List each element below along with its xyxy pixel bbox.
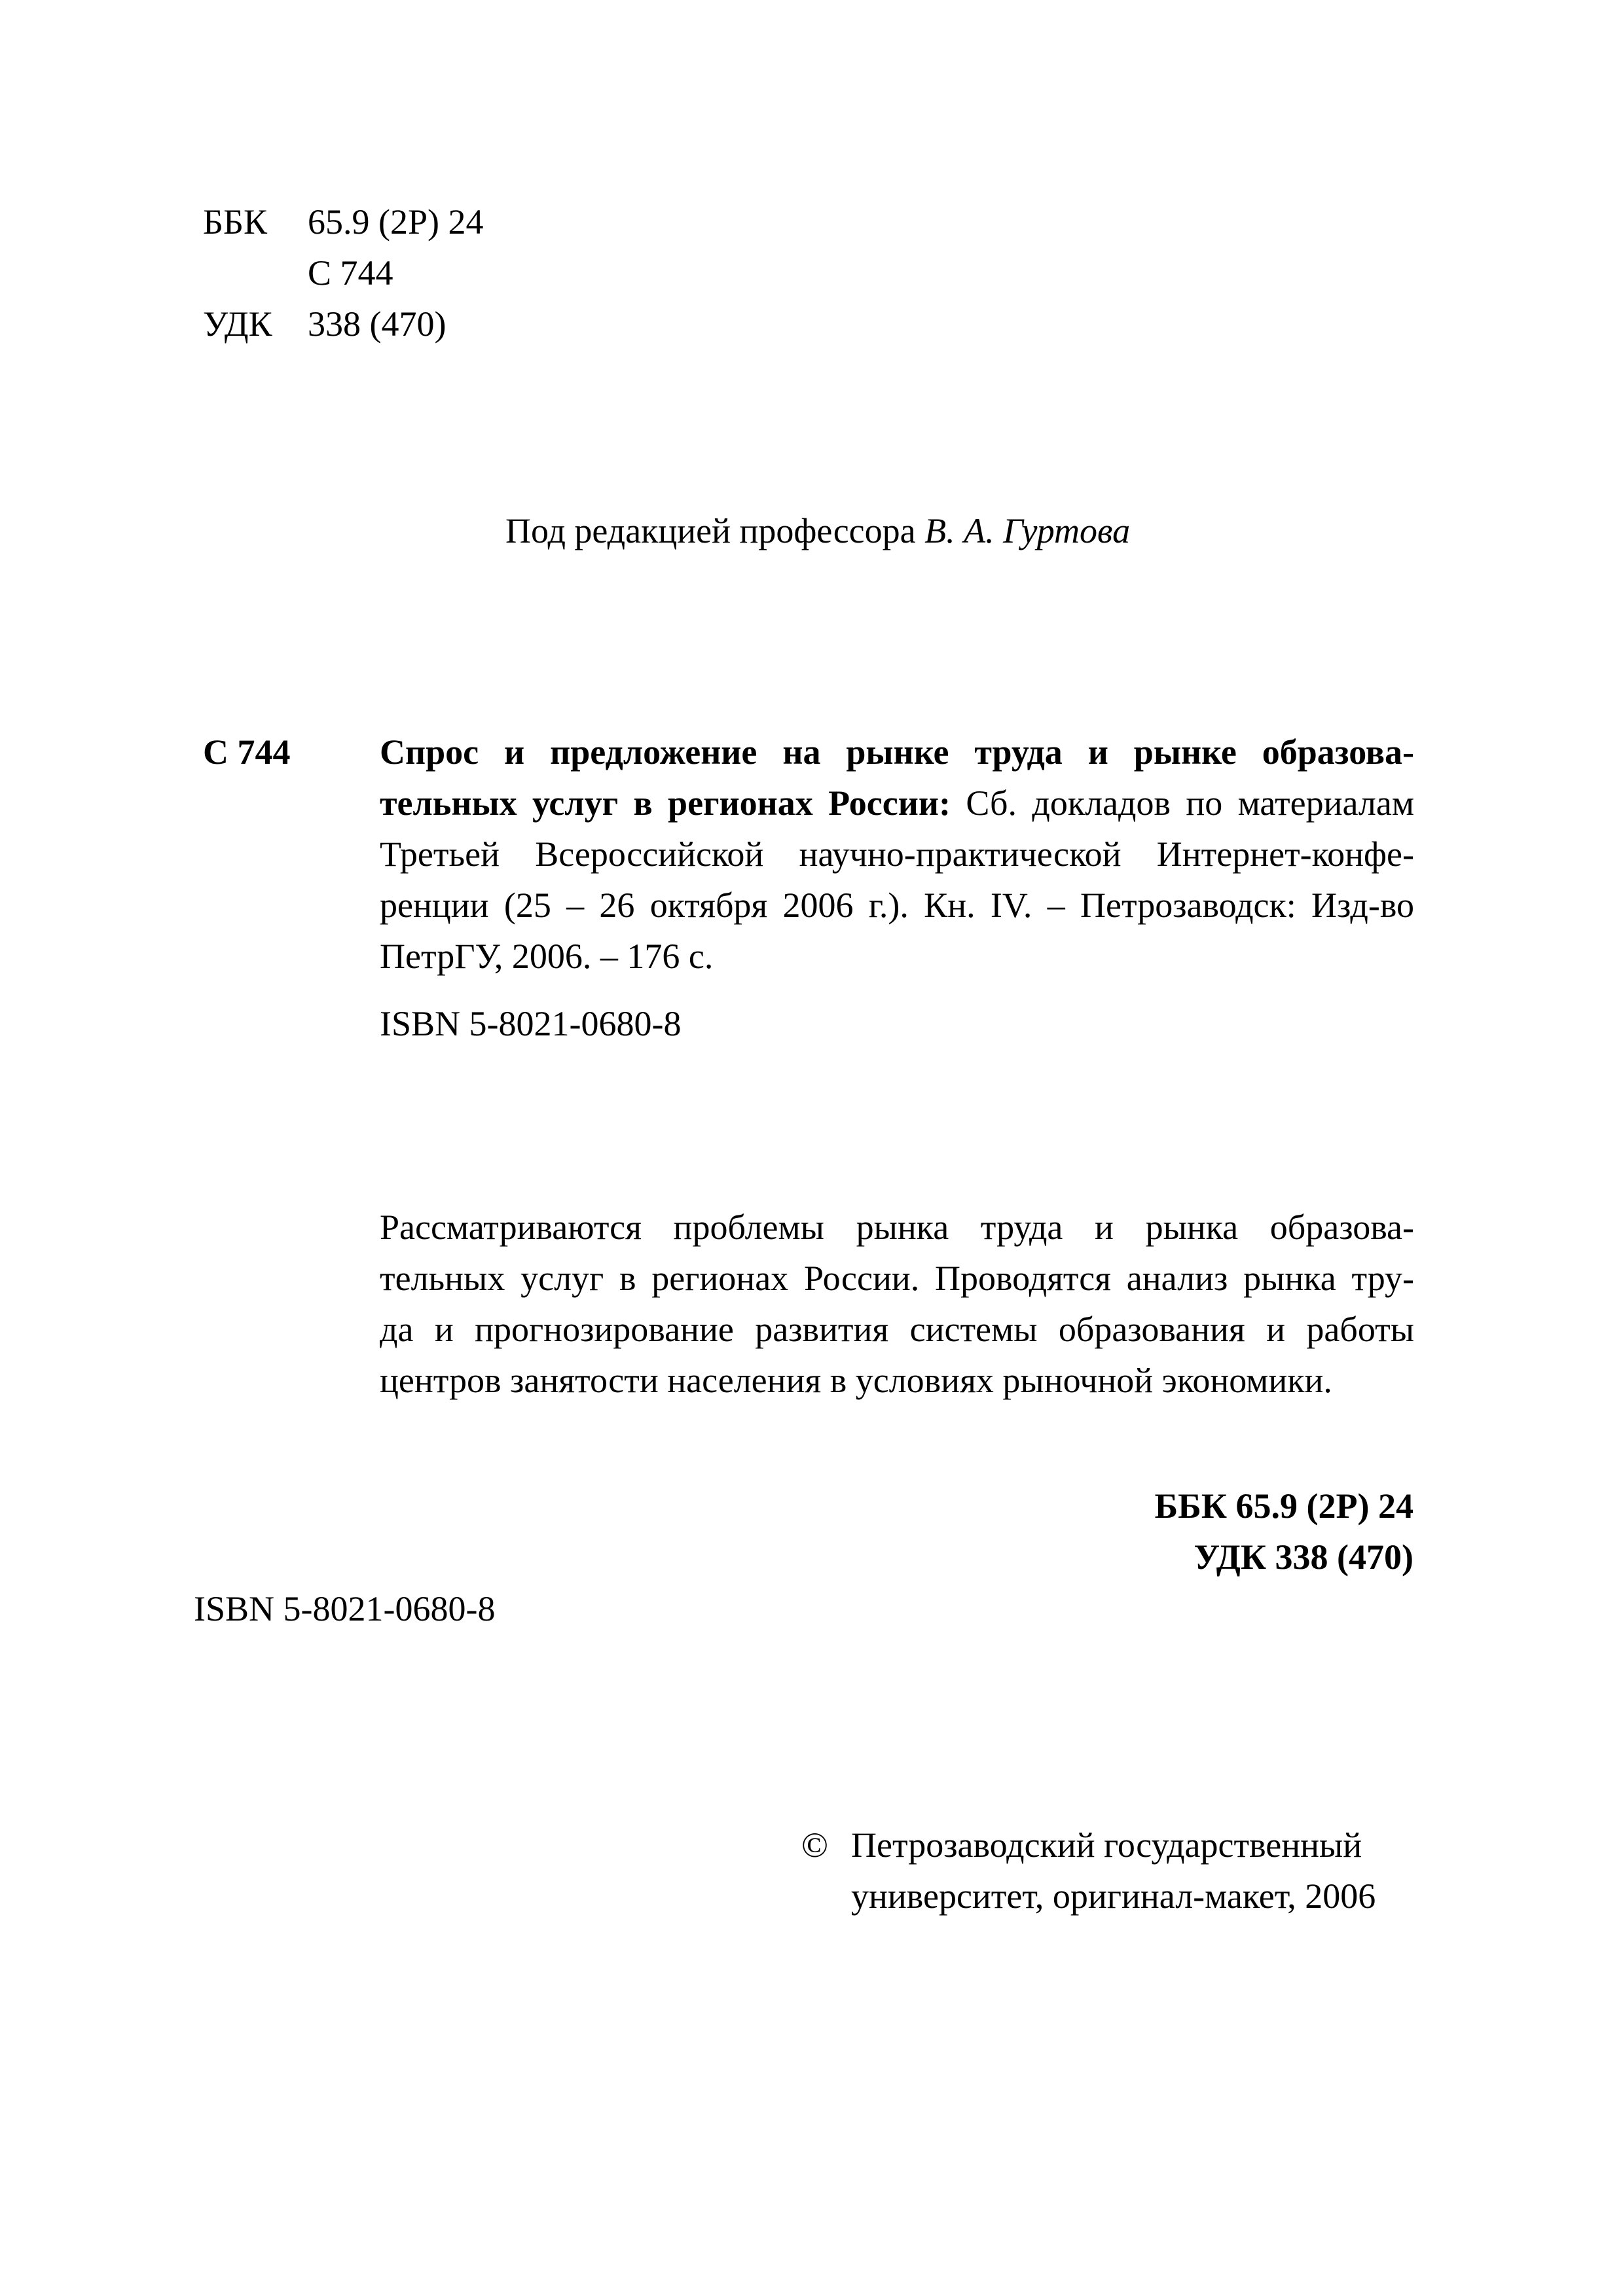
- abstract-line-1: Рассматриваются проблемы рынка труда и рынка образова-: [380, 1208, 1414, 1247]
- udk-label: УДК: [203, 304, 272, 344]
- bbk-line: [203, 196, 484, 247]
- editor-name: В. А. Гуртова: [924, 511, 1131, 550]
- abstract: [380, 1202, 1414, 1406]
- copyright-symbol: ©: [801, 1825, 829, 1865]
- abstract-line-4: центров занятости населения в условиях рыночной экономики.: [380, 1361, 1332, 1400]
- abstract-line-2: тельных услуг в регионах России. Проводятся анализ рынка тру-: [380, 1259, 1414, 1298]
- catalog-line-1: Спрос и предложение на рынке труда и рынке образова-: [380, 732, 1414, 772]
- catalog-line-2: тельных услуг в регионах России: Сб. докладов по материалам: [380, 783, 1414, 823]
- copyright-line-2: университет, оригинал-макет, 2006: [851, 1876, 1376, 1916]
- isbn-bottom: ISBN 5-8021-0680-8: [194, 1589, 496, 1628]
- bbk-label: ББК: [203, 202, 268, 242]
- bottom-udk: УДК 338 (470): [1194, 1537, 1413, 1577]
- catalog-isbn: ISBN 5-8021-0680-8: [380, 1004, 682, 1043]
- udk-line: [203, 298, 446, 350]
- catalog-description: [380, 726, 1414, 982]
- author-sign-top: С 744: [308, 253, 393, 293]
- bottom-bbk: ББК 65.9 (2Р) 24: [1154, 1486, 1413, 1526]
- udk-value: 338 (470): [308, 304, 447, 344]
- catalog-author-sign: С 744: [203, 732, 291, 772]
- bbk-value: 65.9 (2Р) 24: [308, 202, 484, 242]
- catalog-line-4: ренции (25 – 26 октября 2006 г.). Кн. IV. – Петрозаводск: Изд-во: [380, 886, 1414, 925]
- editor-line: [505, 505, 1130, 556]
- abstract-line-3: да и прогнозирование развития системы образования и работы: [380, 1310, 1414, 1349]
- editor-prefix: Под редакцией профессора: [505, 511, 916, 550]
- copyright-line-1: Петрозаводский государственный: [851, 1825, 1362, 1865]
- catalog-line-3: Третьей Всероссийской научно-практической Интернет-конфе-: [380, 834, 1414, 874]
- catalog-line-5: ПетрГУ, 2006. – 176 с.: [380, 937, 714, 976]
